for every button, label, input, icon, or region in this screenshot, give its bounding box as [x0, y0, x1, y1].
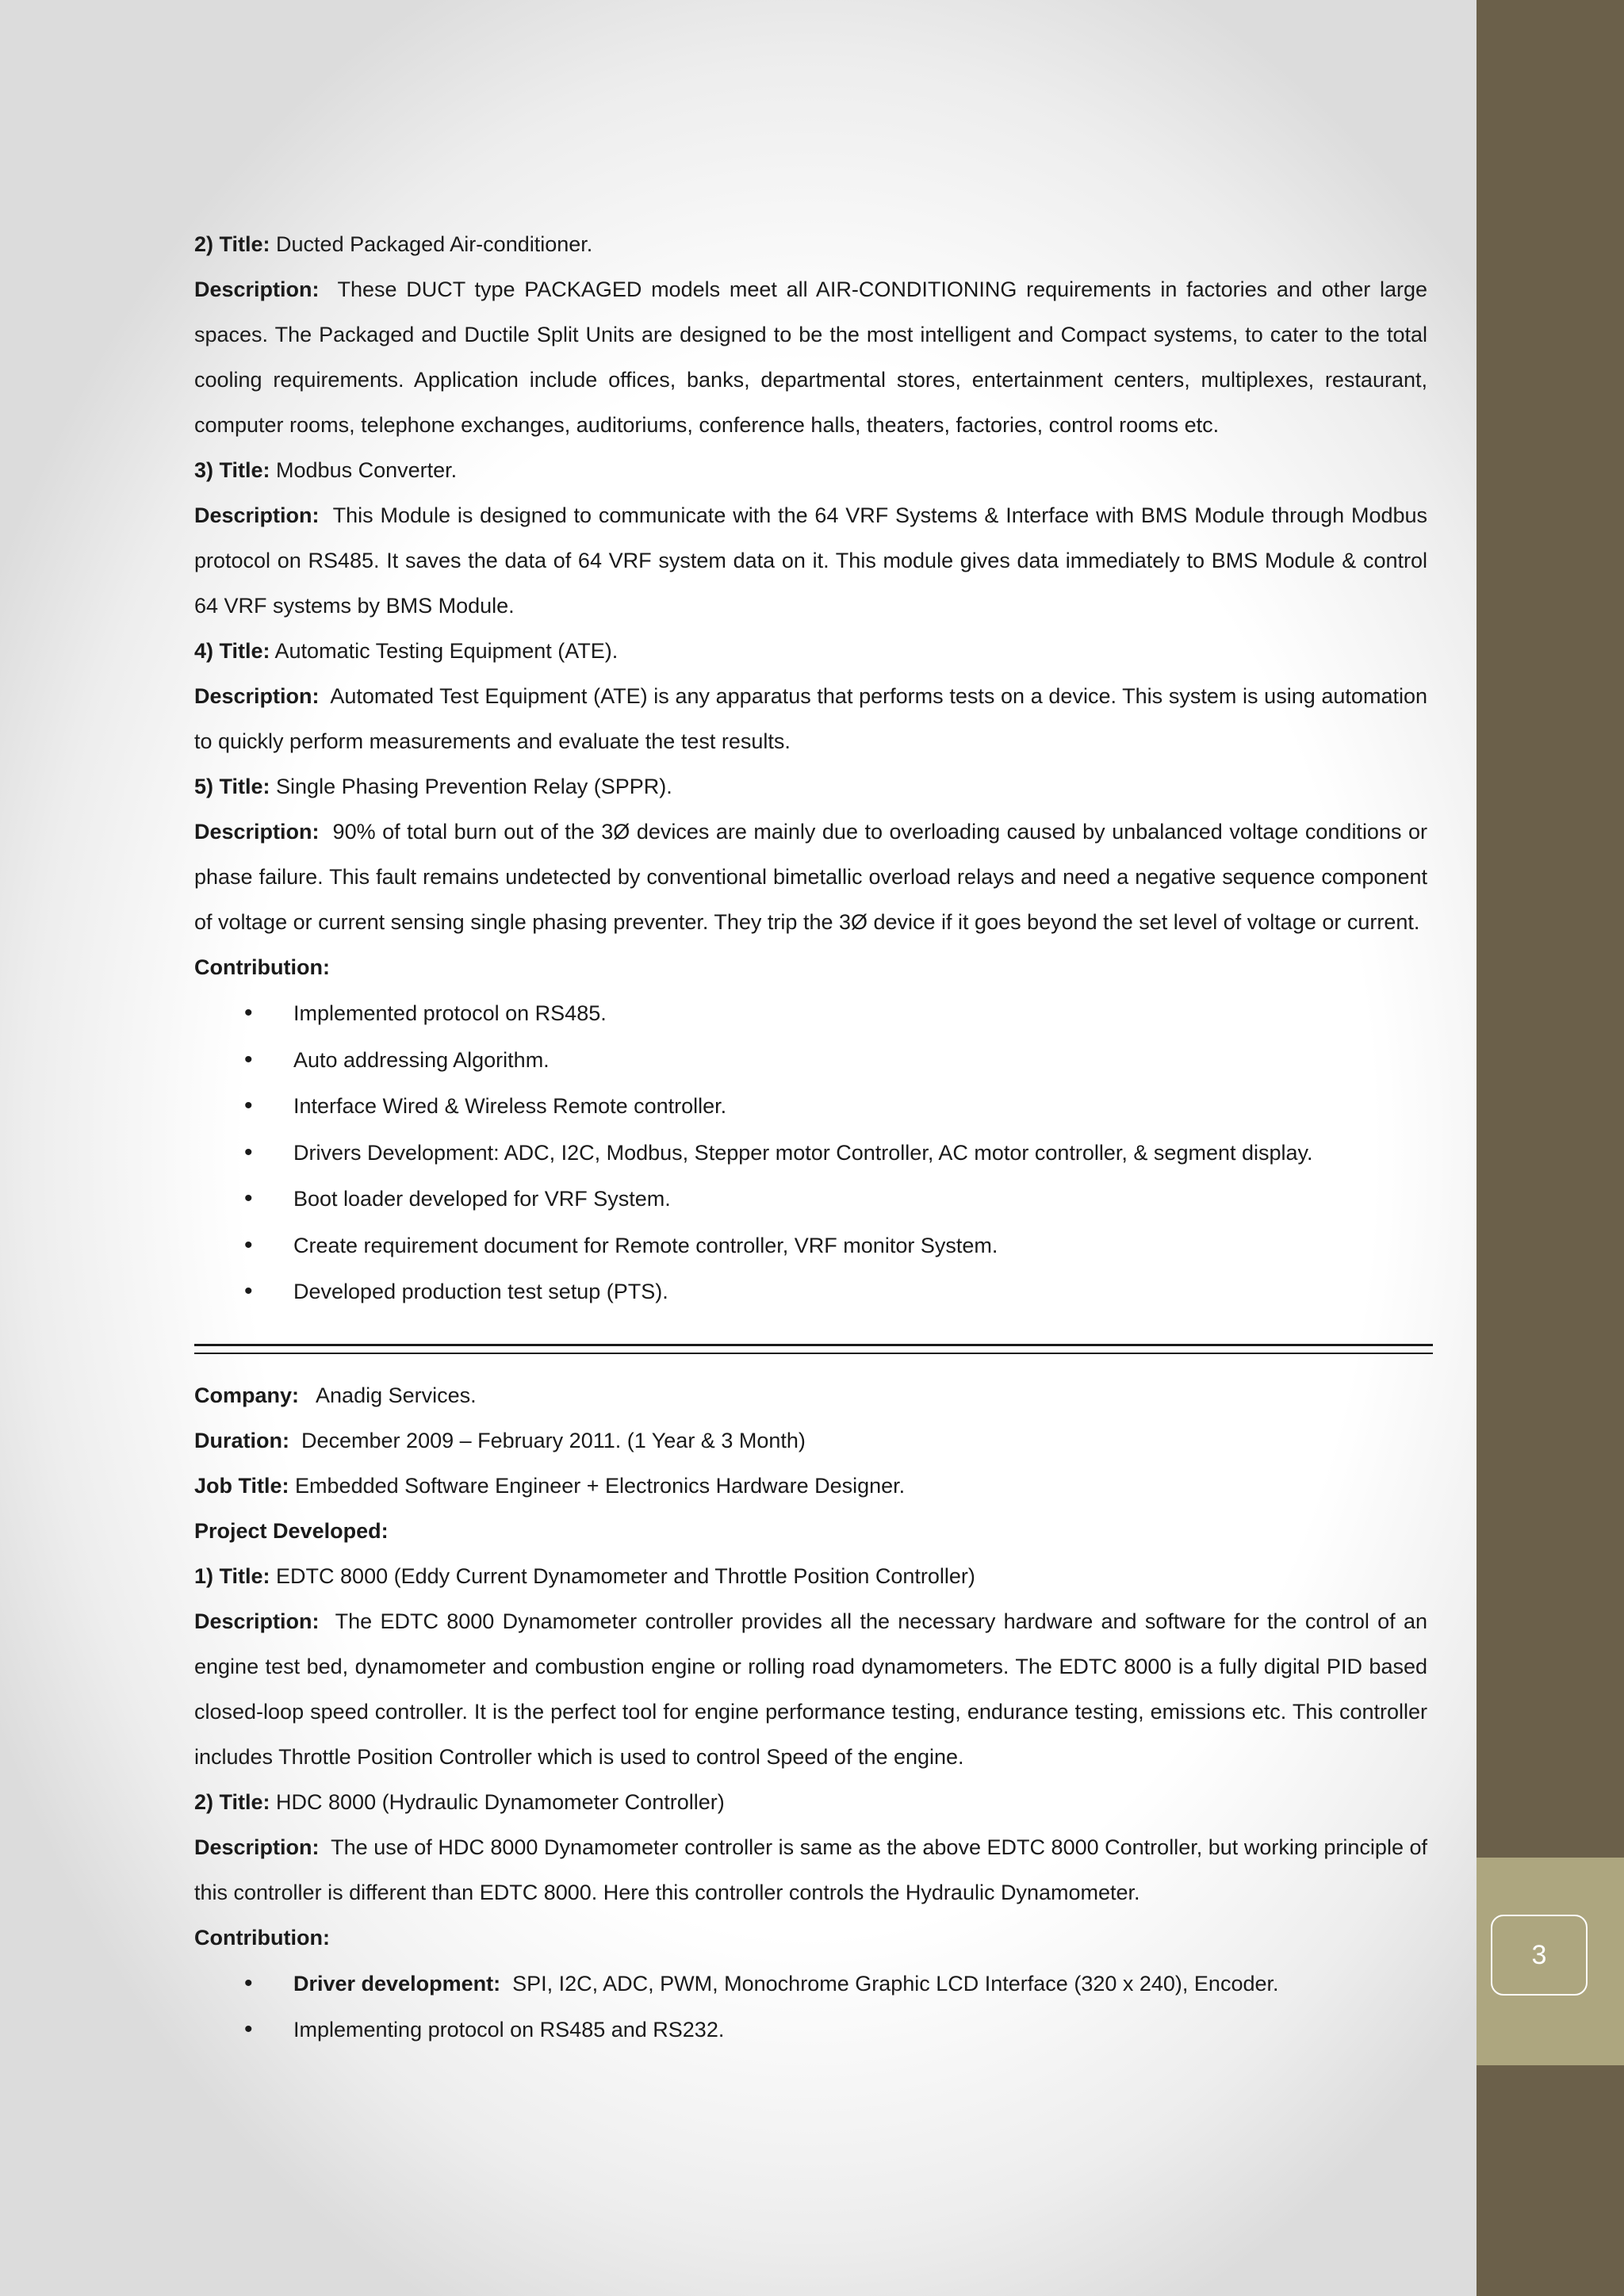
list-item: • Boot loader developed for VRF System.	[194, 1176, 1427, 1223]
project-description: Description: The EDTC 8000 Dynamometer controller provides all the necessary hardware and software for the control of an engine test bed, dynamometer and combustion engine or rolling road dynamometers. The EDTC 8000 is a fully digital PID based closed-loop speed controller. It is the perfect tool for engine performance testing, endurance testing, emissions etc. This controller includes Throttle Position Controller which is used to control Speed of the engine.	[194, 1609, 1427, 1769]
resume-content	[194, 222, 1427, 2053]
page-number: 3	[1491, 1915, 1588, 1996]
project-description: Description: This Module is designed to communicate with the 64 VRF Systems & Interface with BMS Module through Modbus protocol on RS485. It saves the data of 64 VRF system data on it. This module gives data immediately to BMS Module & control 64 VRF systems by BMS Module.	[194, 503, 1428, 618]
project-title: 5) Title: Single Phasing Prevention Relay (SPPR).	[194, 775, 672, 798]
project-title: 2) Title: HDC 8000 (Hydraulic Dynamometer Controller)	[194, 1789, 725, 1814]
project-title: 3) Title: Modbus Converter.	[194, 458, 458, 482]
list-item: • Create requirement document for Remote controller, VRF monitor System.	[194, 1223, 1427, 1269]
projects-heading: Project Developed:	[194, 1518, 389, 1543]
list-item: • Driver development: SPI, I2C, ADC, PWM, Monochrome Graphic LCD Interface (320 x 240), Encoder.	[194, 1961, 1427, 2007]
project-title: 1) Title: EDTC 8000 (Eddy Current Dynamometer and Throttle Position Controller)	[194, 1563, 975, 1588]
contribution-list	[194, 1961, 1427, 2053]
project-description: Description: 90% of total burn out of the 3Ø devices are mainly due to overloading caused by unbalanced voltage conditions or phase failure. This fault remains undetected by conventional bimetallic overload relays and need a negative sequence component of voltage or current sensing single phasing preventer. They trip the 3Ø device if it goes beyond the set level of voltage or current.	[194, 820, 1427, 934]
list-item: • Implemented protocol on RS485.	[194, 990, 1427, 1037]
project-title: 2) Title: Ducted Packaged Air-conditioner.	[194, 232, 593, 256]
company-line: Company: Anadig Services.	[194, 1383, 477, 1407]
list-item: • Developed production test setup (PTS).	[194, 1269, 1427, 1315]
contribution-heading: Contribution:	[194, 1925, 330, 1950]
project-description: Description: The use of HDC 8000 Dynamometer controller is same as the above EDTC 8000 Controller, but working principle of this controller is different than EDTC 8000. Here this controller controls the Hydraulic Dynamometer.	[194, 1835, 1428, 1904]
contribution-heading: Contribution:	[194, 955, 330, 979]
list-item: • Drivers Development: ADC, I2C, Modbus, Stepper motor Controller, AC motor controller, & segment display.	[194, 1130, 1427, 1177]
list-item: • Interface Wired & Wireless Remote controller.	[194, 1083, 1427, 1130]
section-divider	[194, 1344, 1433, 1354]
job-title-line: Job Title: Embedded Software Engineer + Electronics Hardware Designer.	[194, 1473, 906, 1498]
list-item: • Auto addressing Algorithm.	[194, 1037, 1427, 1084]
project-title: 4) Title: Automatic Testing Equipment (ATE).	[194, 639, 619, 663]
contribution-list	[194, 990, 1427, 1315]
duration-line: Duration: December 2009 – February 2011. (1 Year & 3 Month)	[194, 1428, 806, 1452]
project-description: Description: Automated Test Equipment (ATE) is any apparatus that performs tests on a device. This system is using automation to quickly perform measurements and evaluate the test results.	[194, 684, 1427, 753]
list-item: • Implementing protocol on RS485 and RS232.	[194, 2007, 1427, 2053]
project-description: Description: These DUCT type PACKAGED models meet all AIR-CONDITIONING requirements in factories and other large spaces. The Packaged and Ductile Split Units are designed to be the most intelligent and Compact systems, to cater to the total cooling requirements. Application include offices, banks, departmental stores, entertainment centers, multiplexes, restaurant, computer rooms, telephone exchanges, auditoriums, conference halls, theaters, factories, control rooms etc.	[194, 277, 1428, 437]
